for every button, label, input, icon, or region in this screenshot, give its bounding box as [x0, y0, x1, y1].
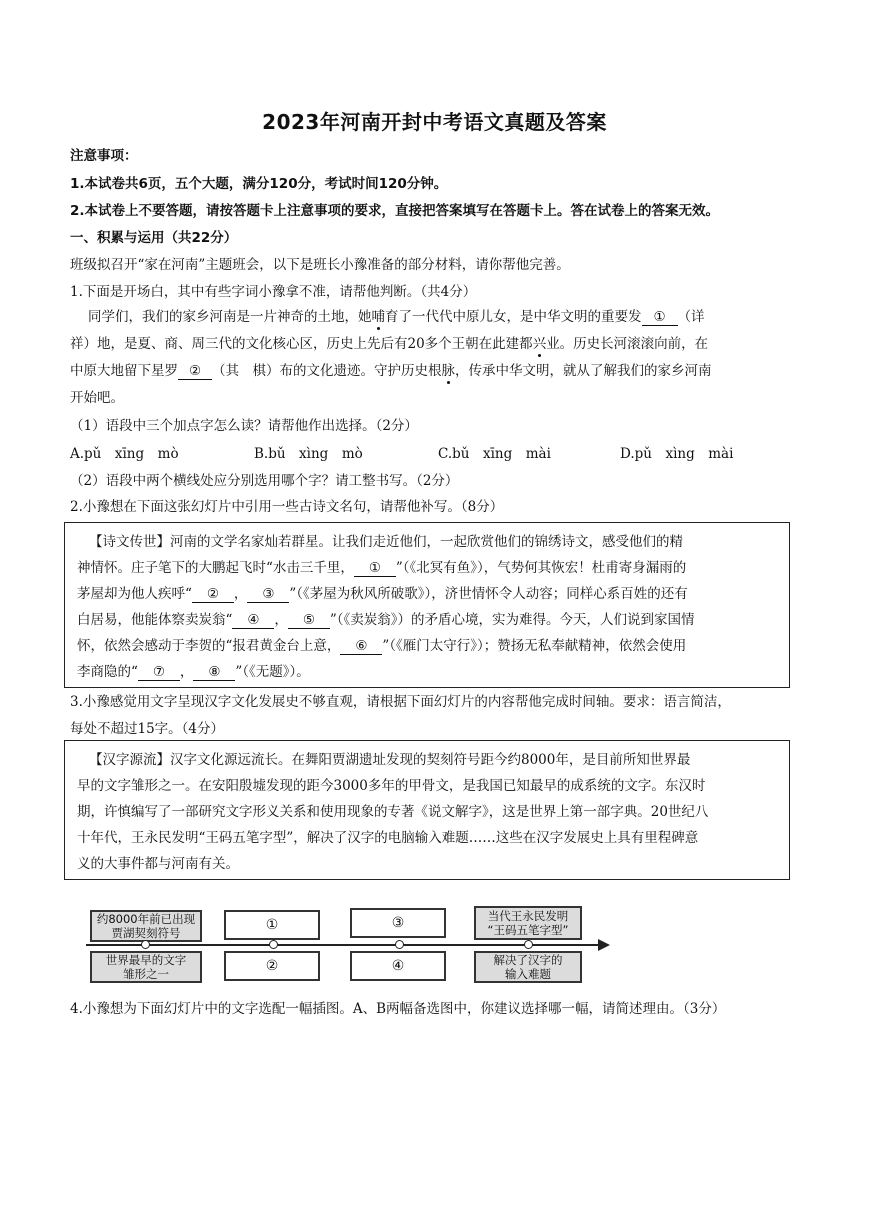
slide-line: 义的大事件都与河南有关。: [77, 856, 239, 872]
slide-line: 【汉字源流】汉字文化源远流长。在舞阳贾湖遗址发现的契刻符号距今约8000年，是目前所知世界最: [89, 752, 691, 768]
section-intro: 班级拟召开“家在河南”主题班会，以下是班长小豫准备的部分材料，请你帮他完善。: [70, 257, 570, 273]
passage-text: 业。历史长河滚滚向前，在: [546, 336, 709, 352]
poem-blank-8: ⑧: [193, 664, 235, 681]
timeline-note-4: [474, 951, 582, 983]
passage-text: 育了一代代中原儿女，是中华文明的重要发: [385, 309, 642, 325]
slide-text: ，: [179, 664, 194, 680]
hanzi-slide-box: [64, 740, 790, 880]
poem-blank-6: ⑥: [340, 638, 382, 655]
slide-text: 李商隐的“: [77, 664, 138, 680]
notice-item-2: 2.本试卷上不要答题，请按答题卡上注意事项的要求，直接把答案填写在答题卡上。答在试卷上的答案无效。: [70, 203, 720, 219]
poem-blank-7: ⑦: [138, 664, 180, 681]
dotted-char: 脉: [441, 363, 455, 379]
slide-text: ，: [233, 586, 248, 602]
timeline-note-1: [90, 951, 202, 983]
option-c: C.bǔ xīng mài: [438, 446, 551, 462]
dotted-char: 哺: [371, 309, 385, 325]
poem-blank-1: ①: [354, 560, 396, 577]
slide-line: 早的文字雏形之一。在安阳殷墟发现的距今3000多年的甲骨文，是我国已知最早的成系统的文字。东汉时: [77, 778, 706, 794]
timeline-event-1: [90, 910, 202, 942]
poem-blank-2: ②: [192, 586, 234, 603]
notice-item-1: 1.本试卷共6页，五个大题，满分120分，考试时间120分钟。: [70, 176, 448, 192]
blank-2: ②: [178, 363, 212, 380]
subquestion-1: （1）语段中三个加点字怎么读？请帮他作出选择。（2分）: [70, 418, 418, 434]
passage-text: 同学们，我们的家乡河南是一片神奇的土地，她: [88, 309, 372, 325]
slide-line: [77, 633, 779, 659]
timeline-slot-1: ①: [224, 910, 320, 940]
poem-blank-3: ③: [247, 586, 289, 603]
timeline-slot-3: ③: [350, 908, 446, 938]
slide-line: 【诗文传世】河南的文学名家灿若群星。让我们走近他们，一起欣赏他们的锦绣诗文，感受他们的精: [89, 534, 683, 550]
slide-line: [77, 607, 779, 633]
timeline-text: 当代王永民发明: [487, 909, 569, 923]
question-2-stem: 2.小豫想在下面这张幻灯片中引用一些古诗文名句，请帮他补写。（8分）: [70, 499, 504, 515]
passage-text: 中原大地留下星罗: [70, 363, 178, 379]
slide-text: 白居易，他能体察卖炭翁“: [77, 612, 233, 628]
section-heading: 一、积累与运用（共22分）: [70, 230, 238, 246]
option-a: A.pǔ xīng mò: [70, 446, 179, 462]
slide-line: 期，许慎编写了一部研究文字形义关系和使用现象的专著《说文解字》，这是世界上第一部字典。20世纪八: [77, 804, 709, 820]
question-3-stem-2: 每处不超过15字。（4分）: [70, 721, 225, 737]
timeline-text: 约8000年前已出现: [96, 912, 196, 926]
timeline-node: [269, 940, 278, 949]
question-1-stem: 1.下面是开场白，其中有些字词小豫拿不准，请帮他判断。（共4分）: [70, 284, 477, 300]
option-d: D.pǔ xìng mài: [620, 446, 734, 462]
page-title: 2023年河南开封中考语文真题及答案: [262, 110, 607, 134]
notice-heading: 注意事项：: [70, 148, 138, 164]
timeline: [86, 902, 616, 982]
question-3-stem-1: 3.小豫感觉用文字呈现汉字文化发展史不够直观，请根据下面幻灯片的内容帮他完成时间轴。要求：语言简洁，: [70, 694, 731, 710]
poetry-slide-box: [64, 522, 790, 688]
timeline-text: “王码五笔字型”: [487, 923, 569, 937]
timeline-text: 解决了汉字的: [493, 953, 563, 967]
slide-text: ，: [274, 612, 288, 628]
slide-line: [77, 581, 779, 607]
timeline-node: [524, 940, 533, 949]
slide-text: ”（《无题》）。: [235, 664, 310, 680]
slide-line: [77, 659, 779, 685]
timeline-slot-4: ④: [350, 951, 446, 981]
slide-line: [77, 555, 779, 581]
timeline-text: 输入难题: [505, 967, 551, 981]
timeline-slot-2: ②: [224, 951, 320, 981]
poem-blank-4: ④: [232, 612, 274, 629]
passage-text: ，传承中华文明，就从了解我们的家乡河南: [455, 363, 712, 379]
slide-text: 茅屋却为他人疾呼“: [77, 586, 192, 602]
timeline-text: 贾湖契刻符号: [111, 926, 181, 940]
passage-line-3: [70, 361, 712, 381]
slide-text: ”（《北冥有鱼》），气势何其恢宏！杜甫寄身漏雨的: [395, 560, 687, 576]
slide-text: ”（《茅屋为秋风所破歌》），济世情怀令人动容；同样心系百姓的还有: [289, 586, 688, 602]
slide-text: ”（《卖炭翁》）的矛盾心境，实为难得。今天，人们说到家国情: [329, 612, 695, 628]
poem-blank-5: ⑤: [288, 612, 330, 629]
passage-text: （其 棋）布的文化遗迹。守护历史根: [212, 363, 442, 379]
timeline-node: [141, 940, 150, 949]
timeline-text: 雏形之一: [123, 967, 169, 981]
timeline-text: 世界最早的文字: [105, 953, 187, 967]
option-b: B.bǔ xìng mò: [254, 446, 363, 462]
arrow-right-icon: [598, 939, 610, 951]
timeline-node: [395, 940, 404, 949]
passage-line-2: [70, 334, 708, 354]
dotted-char: 兴: [532, 336, 547, 352]
slide-text: 怀，依然会感动于李贺的“报君黄金台上意，: [77, 638, 341, 654]
slide-text: 神情怀。庄子笔下的大鹏起飞时“水击三千里，: [77, 560, 354, 576]
passage-text: （详: [677, 309, 705, 325]
subquestion-2: （2）语段中两个横线处应分别选用哪个字？请工整书写。（2分）: [70, 473, 459, 489]
passage-text: 祥）地，是夏、商、周三代的文化核心区，历史上先后有20多个王朝在此建都: [70, 336, 533, 352]
slide-text: ”（《雁门太守行》）；赞扬无私奉献精神，依然会使用: [382, 638, 687, 654]
slide-line: 十年代，王永民发明“王码五笔字型”，解决了汉字的电脑输入难题……这些在汉字发展史上具有里程碑意: [77, 830, 699, 846]
question-4-stem: 4.小豫想为下面幻灯片中的文字选配一幅插图。A、B两幅备选图中，你建议选择哪一幅，请简述理由。（3分）: [70, 1001, 726, 1017]
blank-1: ①: [642, 309, 678, 326]
passage-line-1: [88, 307, 705, 327]
passage-line-4: 开始吧。: [70, 390, 124, 406]
timeline-event-4: [474, 906, 582, 940]
